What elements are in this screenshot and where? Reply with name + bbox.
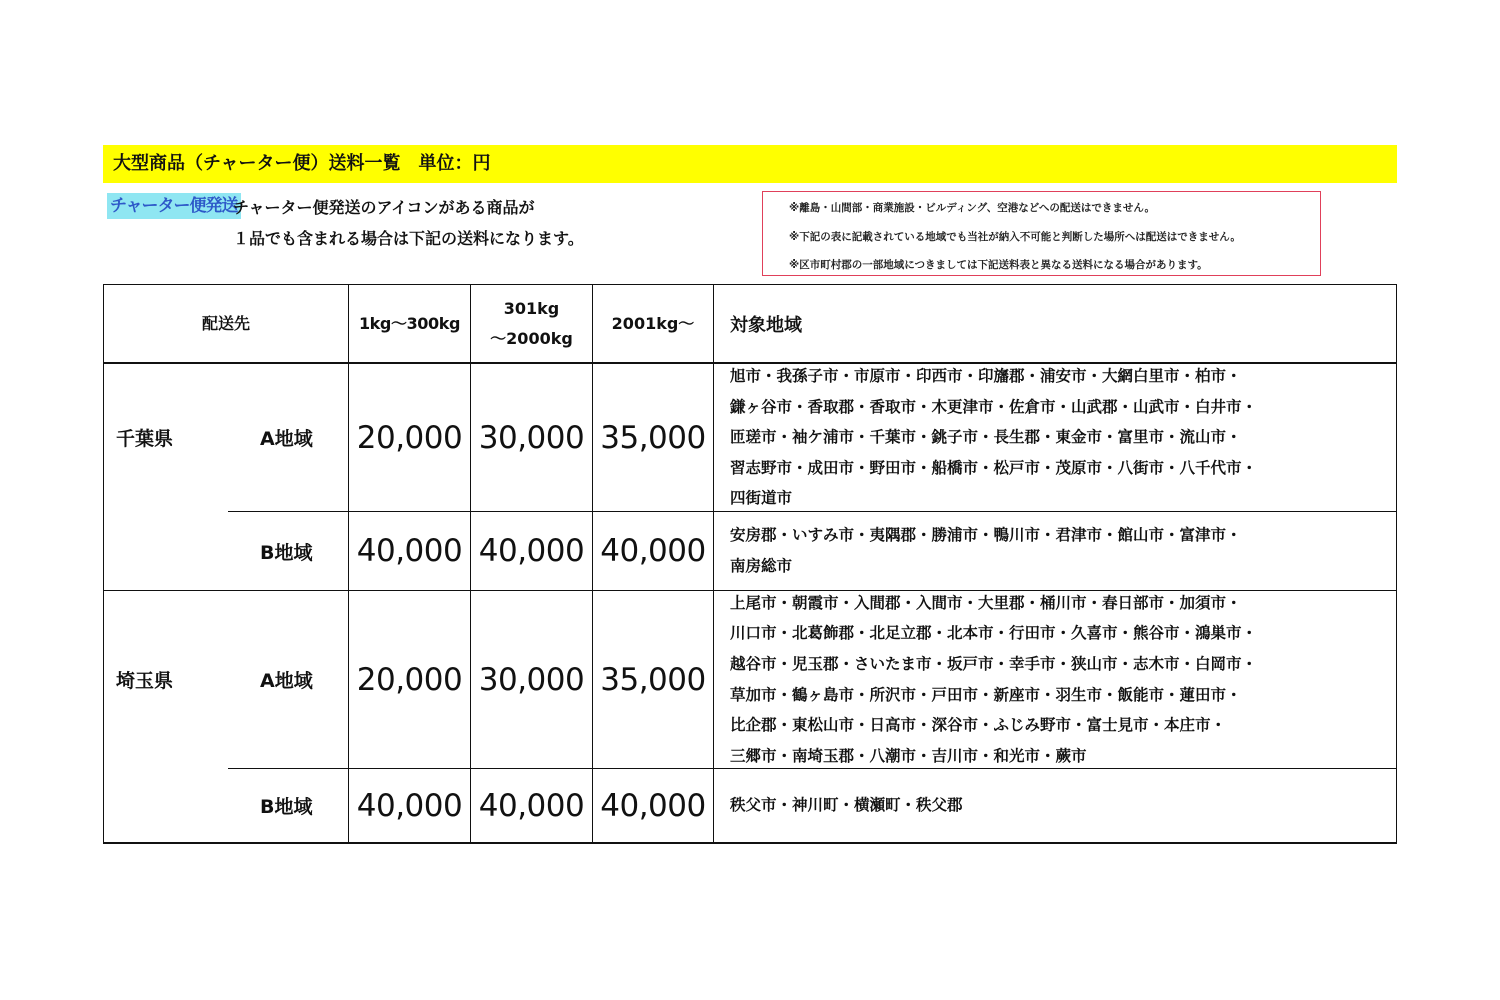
table-border	[1396, 284, 1397, 844]
areas-cell	[730, 769, 1390, 842]
price-cell: 40,000	[600, 787, 706, 824]
areas-cell	[730, 591, 1390, 768]
areas-cell	[730, 512, 1390, 590]
header-weight-2	[471, 285, 592, 362]
zone-label: A地域	[260, 428, 313, 450]
intro-text-line-2: １品でも含まれる場合は下記の送料になります。	[233, 229, 584, 248]
charter-shipping-badge: チャーター便発送	[107, 193, 241, 219]
header-weight-1: 1kg〜300kg	[358, 313, 461, 333]
notice-line: ※区市町村郡の一部地域につきましては下記送料表と異なる送料になる場合があります。	[789, 259, 1208, 271]
price-cell: 30,000	[478, 419, 585, 456]
zone-label: B地域	[260, 796, 313, 818]
zone-label: A地域	[260, 670, 313, 692]
areas-cell	[730, 364, 1390, 511]
price-cell: 40,000	[478, 787, 585, 824]
area-line: 上尾市・朝霞市・入間郡・入間市・大里郡・桶川市・春日部市・加須市・	[730, 593, 1242, 612]
header-areas: 対象地域	[730, 314, 802, 336]
zone-label: B地域	[260, 541, 313, 564]
price-cell: 40,000	[356, 533, 463, 569]
prefecture-label: 千葉県	[116, 428, 174, 450]
price-cell: 30,000	[478, 661, 585, 698]
area-line: 草加市・鶴ヶ島市・所沢市・戸田市・新座市・羽生市・飯能市・蓮田市・	[730, 685, 1242, 704]
notice-line: ※離島・山間部・商業施設・ビルディング、空港などへの配送はできません。	[789, 202, 1155, 214]
area-line: 鎌ヶ谷市・香取郡・香取市・木更津市・佐倉市・山武郡・山武市・白井市・	[730, 397, 1258, 416]
price-cell: 40,000	[600, 533, 706, 569]
area-line: 三郷市・南埼玉郡・八潮市・吉川市・和光市・蕨市	[730, 746, 1087, 765]
header-weight-3: 2001kg〜	[611, 313, 695, 333]
price-cell: 35,000	[600, 419, 706, 456]
area-line: 匝瑳市・袖ケ浦市・千葉市・銚子市・長生郡・東金市・富里市・流山市・	[730, 428, 1242, 447]
price-cell: 35,000	[600, 661, 706, 698]
header-weight-2-line-1: 301kg	[503, 298, 560, 318]
price-cell: 20,000	[356, 419, 463, 456]
area-line: 安房郡・いすみ市・夷隅郡・勝浦市・鴨川市・君津市・館山市・富津市・	[730, 526, 1242, 545]
column-divider	[713, 284, 714, 844]
header-destination: 配送先	[201, 313, 250, 333]
prefecture-label: 埼玉県	[116, 670, 174, 692]
area-line: 川口市・北葛飾郡・北足立郡・北本市・行田市・久喜市・熊谷市・鴻巣市・	[730, 624, 1258, 643]
area-line: 南房総市	[730, 557, 793, 575]
price-cell: 40,000	[356, 787, 463, 824]
intro-text-line-1: チャーター便発送のアイコンがある商品が	[233, 198, 535, 217]
area-line: 比企郡・東松山市・日高市・深谷市・ふじみ野市・富士見市・本庄市・	[730, 716, 1227, 735]
area-line: 秩父市・神川町・横瀬町・秩父郡	[730, 796, 963, 815]
table-border	[103, 842, 1397, 844]
area-line: 四街道市	[730, 489, 793, 508]
area-line: 旭市・我孫子市・市原市・印西市・印旛郡・浦安市・大網白里市・柏市・	[730, 367, 1242, 386]
notice-line: ※下記の表に記載されている地域でも当社が納入不可能と判断した場所へは配送はできません。	[789, 231, 1241, 243]
price-cell: 20,000	[356, 661, 463, 698]
page-title: 大型商品（チャーター便）送料一覧 単位：円	[103, 145, 1397, 183]
area-line: 越谷市・児玉郡・さいたま市・坂戸市・幸手市・狭山市・志木市・白岡市・	[730, 654, 1258, 673]
header-weight-2-line-2: 〜2000kg	[490, 328, 573, 348]
table-border	[103, 284, 104, 844]
price-cell: 40,000	[478, 533, 585, 569]
area-line: 習志野市・成田市・野田市・船橋市・松戸市・茂原市・八街市・八千代市・	[730, 458, 1258, 477]
